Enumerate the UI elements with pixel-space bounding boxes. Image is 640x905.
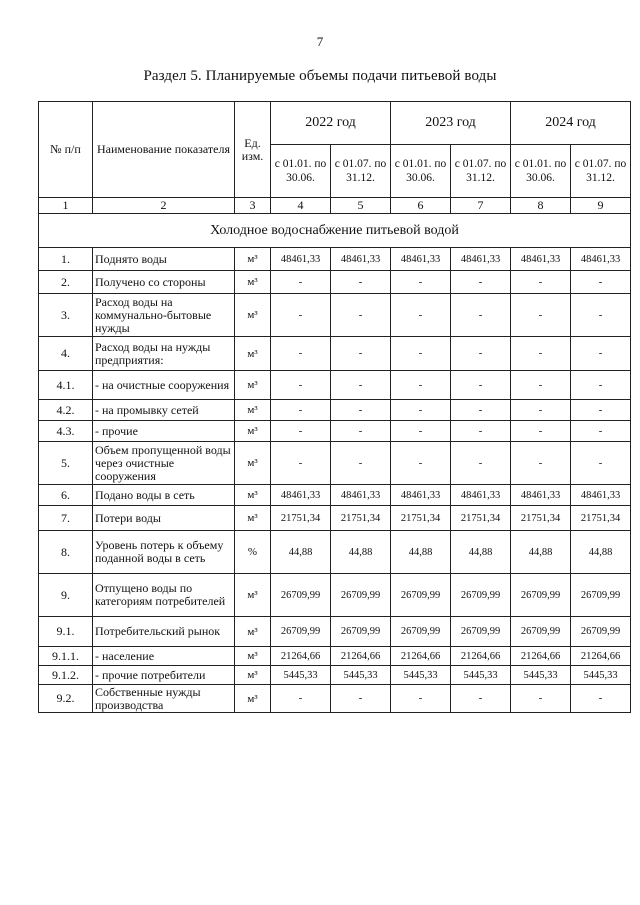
row-indicator-name: Расход воды на нужды предприятия:	[93, 337, 235, 371]
row-value: 21264,66	[571, 647, 631, 666]
row-value: 5445,33	[331, 666, 391, 685]
column-number: 2	[93, 198, 235, 214]
row-value: 21751,34	[571, 506, 631, 531]
row-indicator-name: Поднято воды	[93, 248, 235, 271]
column-number: 5	[331, 198, 391, 214]
row-number: 4.	[39, 337, 93, 371]
row-indicator-name: - на очистные сооружения	[93, 371, 235, 400]
row-value: 21751,34	[271, 506, 331, 531]
row-value: 21751,34	[331, 506, 391, 531]
row-value: 48461,33	[271, 248, 331, 271]
row-value: -	[511, 371, 571, 400]
row-value: -	[451, 271, 511, 294]
row-unit: м³	[235, 574, 271, 617]
row-value: -	[331, 337, 391, 371]
row-indicator-name: Подано воды в сеть	[93, 485, 235, 506]
row-value: -	[331, 685, 391, 713]
row-value: 21264,66	[331, 647, 391, 666]
row-value: 26709,99	[571, 574, 631, 617]
row-unit: м³	[235, 485, 271, 506]
table-row	[39, 485, 631, 506]
row-value: 21751,34	[391, 506, 451, 531]
row-indicator-name: Расход воды на коммунально-бытовые нужды	[93, 294, 235, 337]
row-number: 6.	[39, 485, 93, 506]
row-value: -	[511, 442, 571, 485]
row-indicator-name: Потери воды	[93, 506, 235, 531]
row-value: 48461,33	[511, 485, 571, 506]
row-number: 9.1.2.	[39, 666, 93, 685]
row-indicator-name: - население	[93, 647, 235, 666]
row-value: -	[271, 271, 331, 294]
row-number: 4.2.	[39, 400, 93, 421]
row-number: 9.1.	[39, 617, 93, 647]
row-value: 5445,33	[451, 666, 511, 685]
row-value: 5445,33	[391, 666, 451, 685]
row-value: 48461,33	[571, 485, 631, 506]
row-value: 21264,66	[511, 647, 571, 666]
water-supply-table	[38, 101, 631, 713]
row-number: 8.	[39, 531, 93, 574]
row-indicator-name: Потребительский рынок	[93, 617, 235, 647]
row-value: -	[271, 337, 331, 371]
row-value: -	[331, 421, 391, 442]
row-value: -	[391, 294, 451, 337]
row-value: 48461,33	[331, 485, 391, 506]
row-value: 26709,99	[511, 574, 571, 617]
row-value: -	[271, 442, 331, 485]
table-row	[39, 442, 631, 485]
table-row	[39, 506, 631, 531]
row-value: -	[271, 421, 331, 442]
table-row	[39, 337, 631, 371]
row-value: 5445,33	[571, 666, 631, 685]
row-value: 26709,99	[271, 617, 331, 647]
row-value: -	[451, 294, 511, 337]
row-value: 26709,99	[451, 574, 511, 617]
header-period: с 01.01. по 30.06.	[511, 145, 571, 198]
row-indicator-name: Объем пропущенной воды через очистные сооружения	[93, 442, 235, 485]
row-number: 9.2.	[39, 685, 93, 713]
row-value: -	[511, 400, 571, 421]
row-number: 5.	[39, 442, 93, 485]
header-year-2022: 2022 год	[271, 102, 391, 145]
row-value: -	[511, 421, 571, 442]
table-row	[39, 647, 631, 666]
column-number: 6	[391, 198, 451, 214]
row-indicator-name: Отпущено воды по категориям потребителей	[93, 574, 235, 617]
row-value: -	[271, 400, 331, 421]
row-unit: м³	[235, 337, 271, 371]
column-number: 4	[271, 198, 331, 214]
row-unit: м³	[235, 666, 271, 685]
row-value: 26709,99	[391, 574, 451, 617]
row-value: 26709,99	[451, 617, 511, 647]
row-value: -	[331, 294, 391, 337]
header-year-2024: 2024 год	[511, 102, 631, 145]
row-unit: м³	[235, 294, 271, 337]
header-period: с 01.01. по 30.06.	[391, 145, 451, 198]
row-value: -	[451, 371, 511, 400]
row-value: -	[451, 400, 511, 421]
row-value: -	[331, 271, 391, 294]
row-value: -	[511, 337, 571, 371]
header-unit: Ед. изм.	[235, 102, 271, 198]
row-value: 48461,33	[271, 485, 331, 506]
row-value: -	[571, 685, 631, 713]
row-value: 48461,33	[391, 485, 451, 506]
row-number: 9.	[39, 574, 93, 617]
row-unit: м³	[235, 421, 271, 442]
row-unit: м³	[235, 400, 271, 421]
row-value: -	[571, 421, 631, 442]
row-value: -	[391, 337, 451, 371]
table-row	[39, 421, 631, 442]
row-value: -	[391, 421, 451, 442]
row-indicator-name: - прочие потребители	[93, 666, 235, 685]
row-unit: м³	[235, 442, 271, 485]
row-value: 21264,66	[271, 647, 331, 666]
column-number: 9	[571, 198, 631, 214]
row-value: 48461,33	[331, 248, 391, 271]
row-value: -	[271, 685, 331, 713]
column-number: 8	[511, 198, 571, 214]
table-row	[39, 248, 631, 271]
row-unit: м³	[235, 617, 271, 647]
table-body	[39, 214, 631, 713]
row-indicator-name: - прочие	[93, 421, 235, 442]
row-value: -	[511, 685, 571, 713]
row-value: -	[451, 337, 511, 371]
row-value: 26709,99	[511, 617, 571, 647]
row-value: 44,88	[331, 531, 391, 574]
row-value: -	[271, 371, 331, 400]
row-value: 44,88	[511, 531, 571, 574]
row-value: 44,88	[271, 531, 331, 574]
row-value: -	[451, 421, 511, 442]
row-value: 21264,66	[451, 647, 511, 666]
row-unit: м³	[235, 248, 271, 271]
row-unit: м³	[235, 371, 271, 400]
row-value: -	[571, 337, 631, 371]
row-unit: м³	[235, 647, 271, 666]
row-indicator-name: - на промывку сетей	[93, 400, 235, 421]
row-value: -	[451, 442, 511, 485]
row-value: 48461,33	[511, 248, 571, 271]
row-unit: м³	[235, 271, 271, 294]
header-period: с 01.07. по 31.12.	[571, 145, 631, 198]
table-row	[39, 685, 631, 713]
row-value: 26709,99	[271, 574, 331, 617]
row-value: -	[391, 400, 451, 421]
row-indicator-name: Собственные нужды производства	[93, 685, 235, 713]
header-period: с 01.07. по 31.12.	[331, 145, 391, 198]
row-value: 26709,99	[331, 574, 391, 617]
row-value: 21751,34	[451, 506, 511, 531]
row-value: -	[391, 271, 451, 294]
header-year-2023: 2023 год	[391, 102, 511, 145]
table-row	[39, 666, 631, 685]
row-value: -	[511, 271, 571, 294]
row-number: 7.	[39, 506, 93, 531]
row-value: 26709,99	[391, 617, 451, 647]
row-value: 21751,34	[511, 506, 571, 531]
row-number: 2.	[39, 271, 93, 294]
row-indicator-name: Уровень потерь к объему поданной воды в сеть	[93, 531, 235, 574]
row-number: 1.	[39, 248, 93, 271]
section-title: Раздел 5. Планируемые объемы подачи питьевой воды	[143, 68, 497, 84]
column-number: 3	[235, 198, 271, 214]
row-value: -	[271, 294, 331, 337]
row-number: 9.1.1.	[39, 647, 93, 666]
row-value: 48461,33	[451, 248, 511, 271]
row-value: -	[571, 442, 631, 485]
row-value: -	[451, 685, 511, 713]
table-row	[39, 617, 631, 647]
row-value: 5445,33	[511, 666, 571, 685]
table-row	[39, 294, 631, 337]
row-value: -	[571, 294, 631, 337]
row-value: -	[331, 400, 391, 421]
table-row	[39, 371, 631, 400]
row-value: 48461,33	[391, 248, 451, 271]
table-row	[39, 271, 631, 294]
row-value: 48461,33	[571, 248, 631, 271]
row-value: 48461,33	[451, 485, 511, 506]
header-name: Наименование показателя	[93, 102, 235, 198]
page-number: 7	[316, 34, 324, 49]
row-value: 44,88	[391, 531, 451, 574]
row-unit: %	[235, 531, 271, 574]
table-row	[39, 531, 631, 574]
row-unit: м³	[235, 506, 271, 531]
row-value: -	[511, 294, 571, 337]
row-value: 26709,99	[571, 617, 631, 647]
row-value: 21264,66	[391, 647, 451, 666]
row-number: 3.	[39, 294, 93, 337]
row-value: -	[391, 442, 451, 485]
column-number: 1	[39, 198, 93, 214]
column-number: 7	[451, 198, 511, 214]
row-value: 44,88	[571, 531, 631, 574]
row-value: 5445,33	[271, 666, 331, 685]
row-value: 44,88	[451, 531, 511, 574]
row-value: -	[571, 400, 631, 421]
row-value: 26709,99	[331, 617, 391, 647]
table-row	[39, 400, 631, 421]
row-value: -	[571, 371, 631, 400]
row-value: -	[331, 371, 391, 400]
row-number: 4.1.	[39, 371, 93, 400]
row-number: 4.3.	[39, 421, 93, 442]
header-period: с 01.07. по 31.12.	[451, 145, 511, 198]
row-value: -	[331, 442, 391, 485]
row-indicator-name: Получено со стороны	[93, 271, 235, 294]
row-value: -	[391, 371, 451, 400]
header-num: № п/п	[39, 102, 93, 198]
row-value: -	[391, 685, 451, 713]
row-value: -	[571, 271, 631, 294]
section-label: Холодное водоснабжение питьевой водой	[39, 214, 631, 248]
table-row	[39, 574, 631, 617]
header-period: с 01.01. по 30.06.	[271, 145, 331, 198]
row-unit: м³	[235, 685, 271, 713]
